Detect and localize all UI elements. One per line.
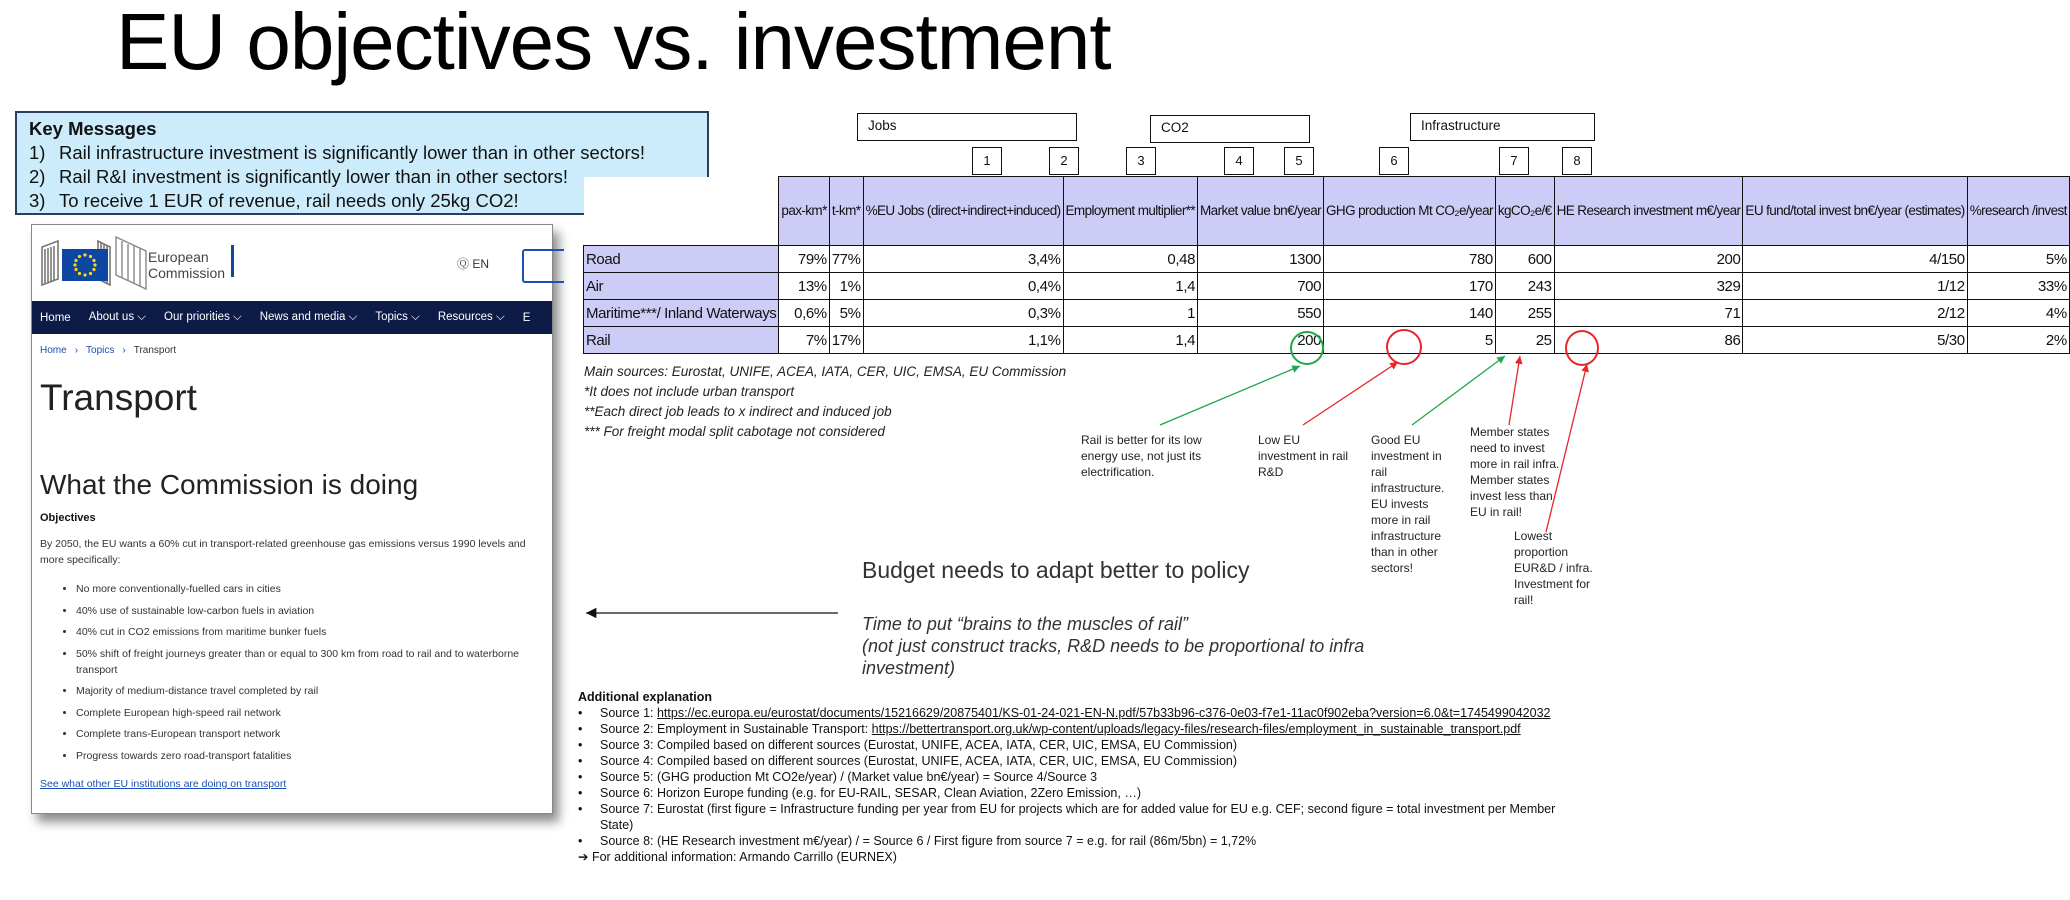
header-cell: EU fund/total invest bn€/year (estimates)	[1743, 177, 1967, 246]
col-number: 6	[1379, 147, 1409, 175]
key-message-number: 2)	[29, 166, 46, 187]
source-text: Source 3: Compiled based on different sources (Eurostat, UNIFE, ACEA, IATA, CER, UIC, EMSA, EU Commission)	[600, 738, 1238, 752]
source-link[interactable]: https://ec.europa.eu/eurostat/documents/15216629/20875401/KS-01-24-021-EN-N.pdf/57b33b96-c376-0e03-f7e1-11ac0f902eba?version=6.0&t=1745499042032	[656, 706, 1551, 720]
table-cell: 1300	[1198, 246, 1324, 273]
table-cell: 79%	[779, 246, 829, 273]
table-cell: 700	[1198, 273, 1324, 300]
table-cell: 1%	[829, 273, 863, 300]
annotation-eu-infra: Good EU investment in rail infrastructure. EU invests more in rail infrastructure than in other sectors!	[1371, 433, 1445, 575]
table-cell: 33%	[1967, 273, 2069, 300]
bullet-icon: •	[578, 706, 583, 720]
table-cell: 2%	[1967, 327, 2069, 354]
col-number: 5	[1284, 147, 1314, 175]
table-cell: 86	[1554, 327, 1743, 354]
ec-brand-line1: European	[148, 249, 209, 265]
bullet-icon: •	[578, 770, 583, 784]
col-number: 7	[1499, 147, 1529, 175]
col-number: 8	[1562, 147, 1592, 175]
rd-statement	[862, 613, 1382, 679]
breadcrumb-home[interactable]: Home	[40, 345, 67, 356]
table-cell: 5%	[1967, 246, 2069, 273]
header-cell: kgCO₂e/€	[1495, 177, 1554, 246]
contact-line: ➔ For additional information: Armando Carrillo (EURNEX)	[578, 850, 897, 864]
list-item: • 40% cut in CO2 emissions from maritime bunker fuels	[76, 624, 537, 640]
annotation-member-states: Member states need to invest more in rail infra. Member states invest less than EU in rail!	[1470, 425, 1560, 519]
table-cell: 4/150	[1743, 246, 1967, 273]
table-cell: 17%	[829, 327, 863, 354]
header-cell: Employment multiplier**	[1063, 177, 1198, 246]
list-item: • Progress towards zero road-transport fatalities	[76, 748, 537, 764]
table-cell: 5%	[829, 300, 863, 327]
arrow-red	[1303, 362, 1398, 425]
table-cell: 170	[1324, 273, 1496, 300]
key-message-number: 1)	[29, 142, 46, 163]
source-item	[578, 769, 1578, 785]
nav-topics[interactable]: Topics ⌵	[375, 311, 420, 323]
note-line: *** For freight modal split cabotage not considered	[584, 424, 885, 439]
table-cell: 1	[1063, 300, 1198, 327]
intro-paragraph: By 2050, the EU wants a 60% cut in transport-related greenhouse gas emissions versus 1990 levels and more specifically:	[40, 538, 526, 566]
table-cell: 2/12	[1743, 300, 1967, 327]
additional-heading: Additional explanation	[578, 690, 713, 704]
table-cell: 1,4	[1063, 273, 1198, 300]
chevron-right-icon: ›	[74, 345, 79, 356]
table-cell: 329	[1554, 273, 1743, 300]
list-item: • Complete European high-speed rail network	[76, 705, 537, 721]
chevron-right-icon: ›	[122, 345, 126, 356]
table-cell: 7%	[779, 327, 829, 354]
group-co2: CO2	[1150, 115, 1310, 143]
table-cell: 25	[1495, 327, 1554, 354]
row-label: Rail	[584, 327, 779, 354]
table-cell: 1/12	[1743, 273, 1967, 300]
table-cell: 0,3%	[863, 300, 1063, 327]
col-number: 2	[1049, 147, 1079, 175]
key-message-number: 3)	[29, 190, 46, 211]
row-label: Road	[584, 246, 779, 273]
note-line: Main sources: Eurostat, UNIFE, ACEA, IATA, CER, UIC, EMSA, EU Commission	[584, 364, 1067, 379]
table-cell: 77%	[829, 246, 863, 273]
table-cell: 255	[1495, 300, 1554, 327]
table-cell: 600	[1495, 246, 1554, 273]
table-cell: 1,1%	[863, 327, 1063, 354]
table-notes	[584, 362, 1066, 442]
table-cell: 243	[1495, 273, 1554, 300]
nav-news-and-media[interactable]: News and media ⌵	[259, 311, 358, 323]
table-cell: 0,48	[1063, 246, 1198, 273]
institutions-link[interactable]: See what other EU institutions are doing on transport	[40, 778, 287, 790]
nav-resources[interactable]: Resources ⌵	[437, 311, 505, 323]
source-text: Source 6: Horizon Europe funding (e.g. for EU-RAIL, SESAR, Clean Aviation, 2Zero Emission, …)	[600, 786, 1141, 800]
table-cell: 5/30	[1743, 327, 1967, 354]
language-code: EN	[472, 257, 490, 271]
source-text: Source 7: Eurostat (first figure = Infrastructure funding per year from EU for projects which are for added value for EU e.g. CEF; second figure = total investment per Member State)	[600, 802, 1556, 832]
breadcrumb-current: Transport	[133, 345, 177, 356]
slide-title: EU objectives vs. investment	[116, 0, 1111, 86]
annotation-rd: Low EU investment in rail R&D	[1258, 433, 1349, 479]
bullet-icon: •	[578, 786, 583, 800]
header-cell: pax-km*	[779, 177, 829, 246]
col-number: 3	[1126, 147, 1156, 175]
arrow-red	[1509, 356, 1520, 425]
bullet-icon: •	[578, 738, 583, 752]
rd-statement-quote: “brains to the muscles of rail”	[956, 614, 1188, 634]
additional-explanation	[578, 689, 1578, 865]
table-cell: 3,4%	[863, 246, 1063, 273]
list-item: • Complete trans-European transport network	[76, 726, 537, 742]
source-text: Source 2: Employment in Sustainable Transport:	[600, 722, 872, 736]
table-cell: 550	[1198, 300, 1324, 327]
source-text: Source 8: (HE Research investment m€/year) / = Source 6 / First figure from source 7 = e.g. for rail (86m/5bn) = 1,72%	[600, 834, 1257, 848]
nav-about-us[interactable]: About us ⌵	[88, 311, 146, 323]
source-item	[578, 721, 1578, 737]
rd-statement-part2: (not just construct tracks, R&D needs to be proportional to infra investment)	[862, 636, 1365, 678]
table-cell: 780	[1324, 246, 1496, 273]
source-item	[578, 785, 1578, 801]
annotation-energy: Rail is better for its low energy use, not just its electrification.	[1081, 433, 1202, 479]
header-cell: %EU Jobs (direct+indirect+induced)	[863, 177, 1063, 246]
source-text: Source 1:	[600, 706, 657, 720]
key-messages-heading: Key Messages	[29, 118, 157, 139]
table-cell: 200	[1554, 246, 1743, 273]
header-cell: t-km*	[829, 177, 863, 246]
header-cell: Market value bn€/year	[1198, 177, 1324, 246]
group-jobs: Jobs	[857, 113, 1077, 141]
header-cell: %research /invest	[1967, 177, 2069, 246]
table-cell: 0,4%	[863, 273, 1063, 300]
table-cell: 140	[1324, 300, 1496, 327]
key-message-text: Rail infrastructure investment is significantly lower than in other sectors!	[59, 142, 646, 163]
breadcrumb-topics[interactable]: Topics	[86, 345, 115, 356]
rd-statement-part1: Time to put	[862, 614, 957, 634]
source-item	[578, 705, 1578, 721]
bullet-icon: •	[578, 754, 583, 768]
arrow-green	[1160, 366, 1300, 425]
source-text: Source 4: Compiled based on different sources (Eurostat, UNIFE, ACEA, IATA, CER, UIC, EMSA, EU Commission)	[600, 754, 1238, 768]
row-label: Air	[584, 273, 779, 300]
nav-home[interactable]: Home	[40, 311, 71, 324]
key-message-text: To receive 1 EUR of revenue, rail needs only 25kg CO2!	[59, 190, 519, 211]
bullet-icon: •	[578, 834, 583, 848]
nav-our-priorities[interactable]: Our priorities ⌵	[164, 311, 242, 323]
list-item: • Majority of medium-distance travel completed by rail	[76, 683, 537, 699]
key-message-text: Rail R&I investment is significantly lower than in other sectors!	[59, 166, 568, 187]
note-line: *It does not include urban transport	[584, 384, 795, 399]
list-item: • 50% shift of freight journeys greater than or equal to 300 km from road to rail and to waterborne transport	[76, 646, 537, 678]
note-line: **Each direct job leads to x indirect and induced job	[584, 404, 892, 419]
table-cell: 71	[1554, 300, 1743, 327]
col-number: 4	[1224, 147, 1254, 175]
list-item: • 40% use of sustainable low-carbon fuels in aviation	[76, 603, 537, 619]
row-label: Maritime***/ Inland Waterways	[584, 300, 779, 327]
source-link[interactable]: https://bettertransport.org.uk/wp-content/uploads/legacy-files/research-files/employment_in_sustainable_transport.pdf	[871, 722, 1521, 736]
source-item	[578, 737, 1578, 753]
col-number: 1	[972, 147, 1002, 175]
source-item	[578, 801, 1578, 833]
table-cell: 13%	[779, 273, 829, 300]
ec-brand-line2: Commission	[148, 265, 226, 281]
table-cell: 0,6%	[779, 300, 829, 327]
table-cell: 1,4	[1063, 327, 1198, 354]
nav-more[interactable]: E	[522, 311, 531, 324]
source-item	[578, 833, 1578, 849]
header-cell: HE Research investment m€/year	[1554, 177, 1743, 246]
bullet-icon: •	[578, 802, 583, 816]
bullet-icon: •	[578, 722, 583, 736]
globe-icon: Ⓠ	[457, 257, 470, 271]
arrow-green	[1412, 356, 1505, 425]
source-item	[578, 753, 1578, 769]
table-cell: 4%	[1967, 300, 2069, 327]
section-title: What the Commission is doing	[40, 469, 419, 500]
table-cell: 5	[1324, 327, 1496, 354]
page-title: Transport	[40, 377, 197, 418]
table-cell: 200	[1198, 327, 1324, 354]
annotation-lowest: Lowest proportion EUR&D / infra. Investment for rail!	[1514, 529, 1593, 607]
budget-statement: Budget needs to adapt better to policy	[862, 557, 1250, 583]
header-cell: GHG production Mt CO₂e/year	[1324, 177, 1496, 246]
objectives-label: Objectives	[40, 512, 96, 524]
list-item: • No more conventionally-fuelled cars in cities	[76, 581, 537, 597]
source-text: Source 5: (GHG production Mt CO2e/year) / (Market value bn€/year) = Source 4/Source 3	[600, 770, 1098, 784]
group-infrastructure: Infrastructure	[1410, 113, 1595, 141]
